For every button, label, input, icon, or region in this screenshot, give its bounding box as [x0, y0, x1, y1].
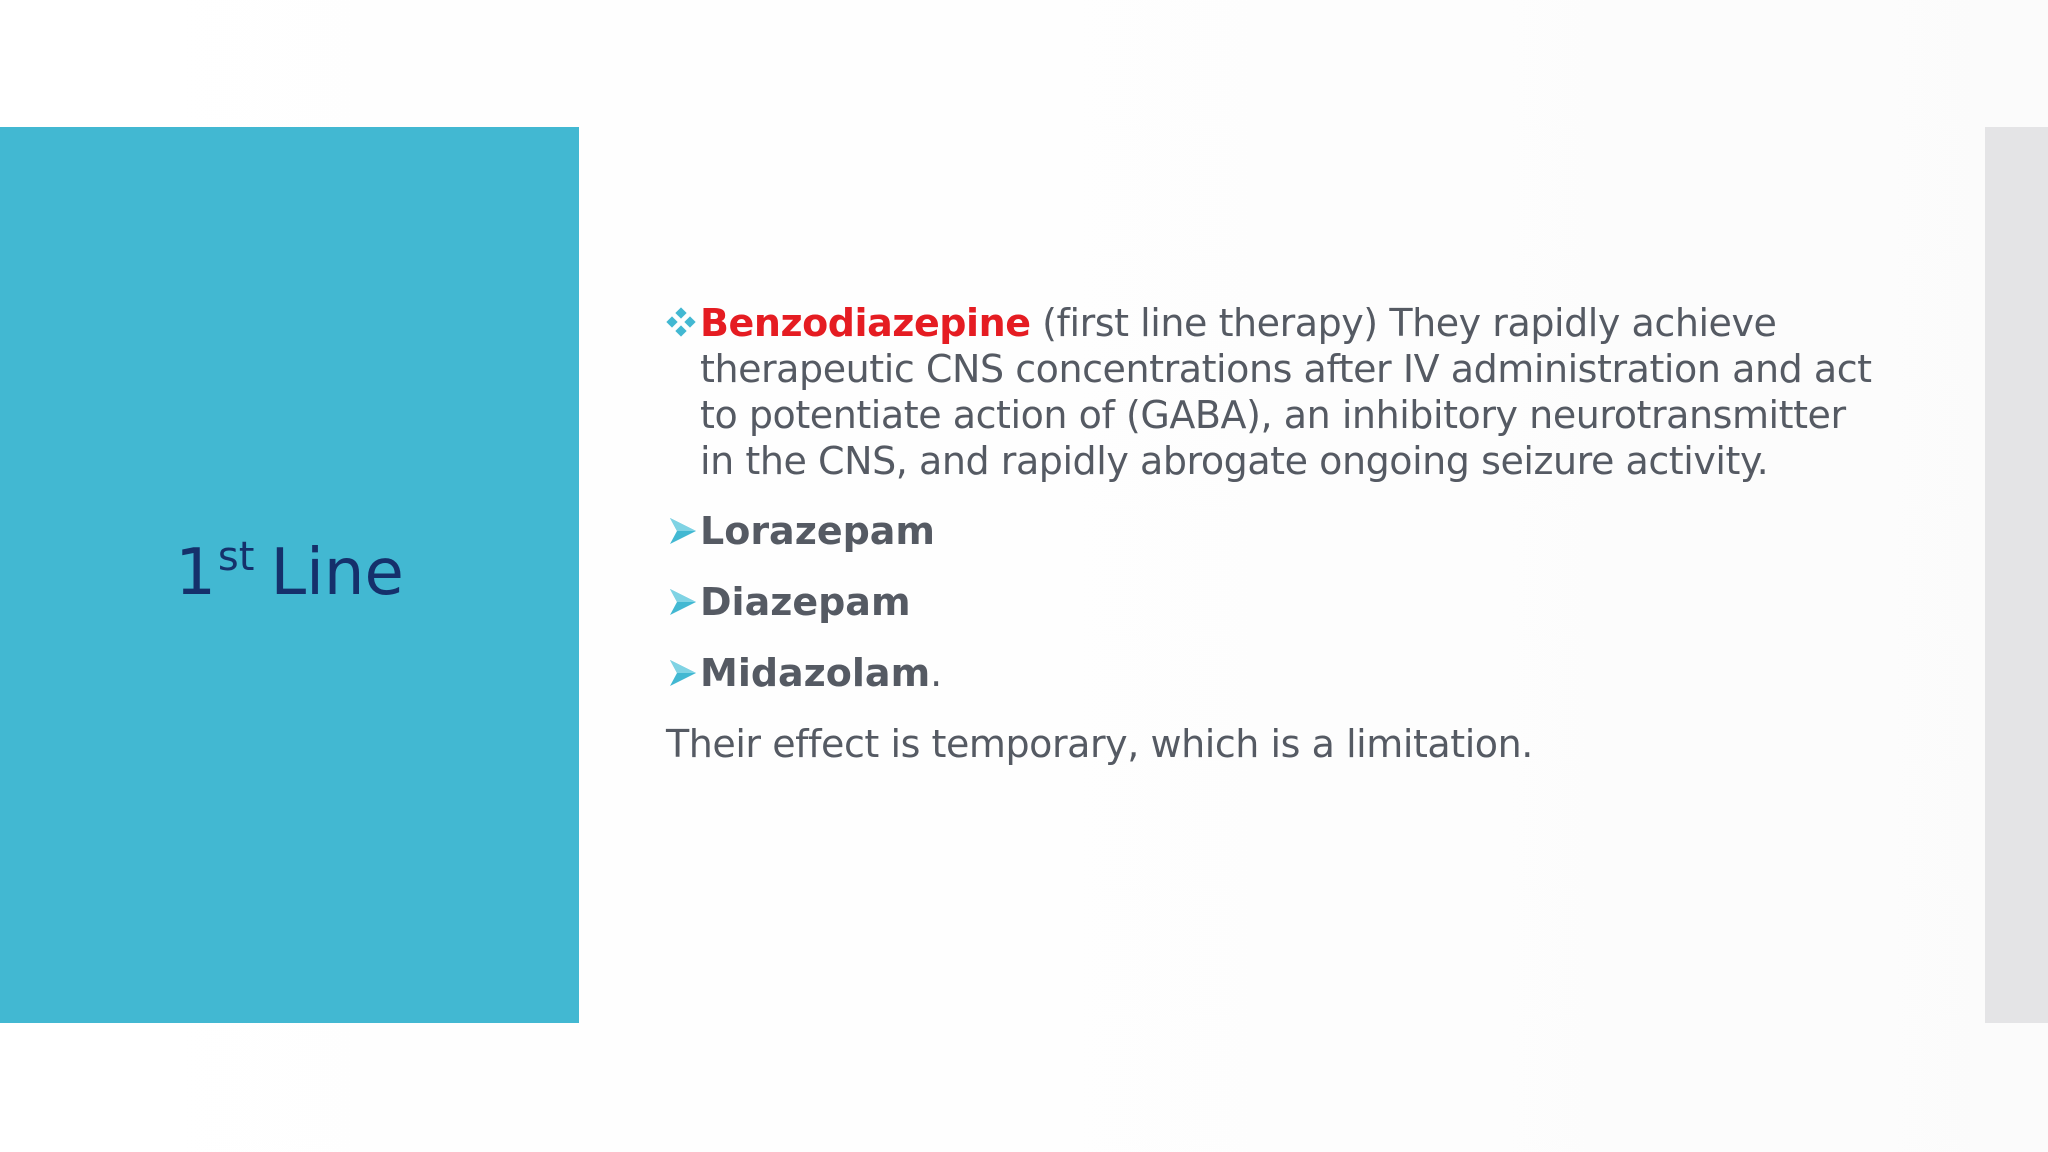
- arrow-bullet-icon: [667, 516, 697, 546]
- slide-title: [0, 528, 579, 626]
- main-point-text: (first line therapy) They rapidly achieve therapeutic CNS concentrations after IV administration and act to potentiate action of (GABA), an inhibitory neurotransmitter in the CNS, and rapidly abrogate ongoing seizure activity.: [700, 301, 1872, 483]
- drug-name: Lorazepam: [700, 509, 936, 553]
- title-word: Line: [270, 536, 404, 610]
- drug-list-item: [666, 650, 1876, 696]
- main-bullet-point: [666, 300, 1876, 484]
- title-superscript: st: [217, 534, 255, 580]
- drug-trailing-punctuation: .: [930, 651, 943, 695]
- drug-name: Midazolam: [700, 651, 931, 695]
- drug-class-keyword: Benzodiazepine: [700, 301, 1031, 345]
- slide-content: [666, 300, 1876, 767]
- title-number: 1: [175, 536, 216, 610]
- arrow-bullet-icon: [667, 658, 697, 688]
- limitation-note: Their effect is temporary, which is a limitation.: [666, 722, 1533, 766]
- arrow-bullet-icon: [667, 587, 697, 617]
- drug-list-item: [666, 579, 1876, 625]
- drug-name: Diazepam: [700, 580, 911, 624]
- diamond-bullet-icon: [666, 307, 696, 337]
- side-strip: [1985, 127, 2048, 1023]
- drug-list-item: [666, 508, 1876, 554]
